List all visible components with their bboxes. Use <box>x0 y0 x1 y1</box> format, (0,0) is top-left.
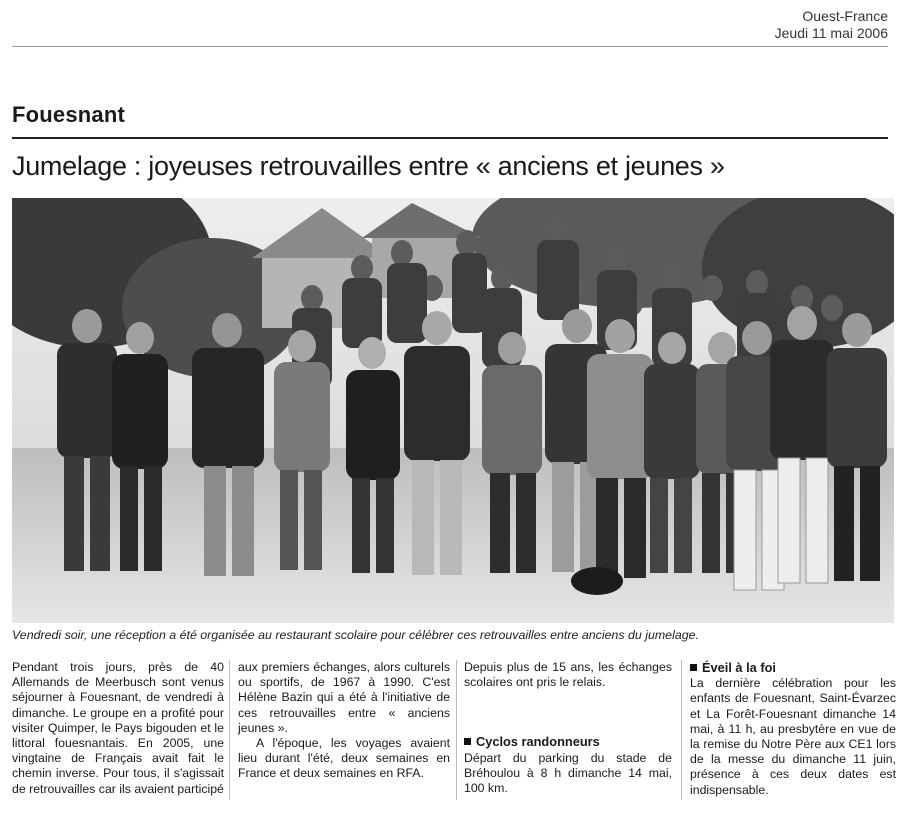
top-rule <box>12 46 888 47</box>
column-divider <box>681 660 682 800</box>
column-divider <box>456 660 457 800</box>
issue-date: Jeudi 11 mai 2006 <box>774 25 888 41</box>
article-column-2 <box>238 660 450 782</box>
group-photo <box>12 198 894 623</box>
article-column-1 <box>12 660 224 800</box>
article-column-4 <box>690 660 896 798</box>
article-column-3 <box>464 660 672 796</box>
section-title: Fouesnant <box>12 102 126 127</box>
article-paragraph-1: Pendant trois jours, près de 40 Allemands de Meerbusch sont venus séjourner à Fouesnant, de vendredi à dimanche. Le groupe en a profité pour visiter Quimper, le Pays bigouden et le littoral fouesnantais. En 2005, une vingtaine de Français avait fait le chemin inverse. Pour tous, il s'agissait de retrouvailles car ils avaient participé <box>12 660 224 796</box>
brief-title-eveil: Éveil à la foi <box>690 660 896 675</box>
article-paragraph-2: A l'époque, les voyages avaient lieu durant l'été, deux semaines en France et deux semaines en RFA. <box>238 736 450 781</box>
section-rule <box>12 137 888 139</box>
brief-title-cyclos: Cyclos randonneurs <box>464 734 672 749</box>
bullet-square-icon <box>464 738 471 745</box>
column-divider <box>229 660 230 800</box>
article-paragraph-3: Depuis plus de 15 ans, les échanges scolaires ont pris le relais. <box>464 660 672 690</box>
photo-caption: Vendredi soir, une réception a été organisée au restaurant scolaire pour célébrer ces retrouvailles entre anciens du jumelage. <box>12 628 699 642</box>
brief-text-cyclos: Départ du parking du stade de Bréhoulou à 8 h dimanche 14 mai, 100 km. <box>464 750 672 796</box>
brief-text-eveil: La dernière célébration pour les enfants de Fouesnant, Saint-Évarzec et La Forêt-Fouesnant dimanche 14 mai, à 11 h, au presbytère en vue de la remise du Notre Père aux CE1 lors de la messe du dimanche 11 juin, présence à ces deux dates est indispensable. <box>690 676 896 797</box>
bullet-square-icon <box>690 664 697 671</box>
article-paragraph-1-continued: aux premiers échanges, alors culturels ou sportifs, de 1967 à 1990. C'est Hélène Bazin qui a été à l'initiative de ces retrouvailles entre « anciens jeunes ». <box>238 660 450 735</box>
newspaper-name: Ouest-France <box>802 8 888 24</box>
masthead <box>775 8 888 42</box>
article-headline: Jumelage : joyeuses retrouvailles entre « anciens et jeunes » <box>12 151 725 181</box>
